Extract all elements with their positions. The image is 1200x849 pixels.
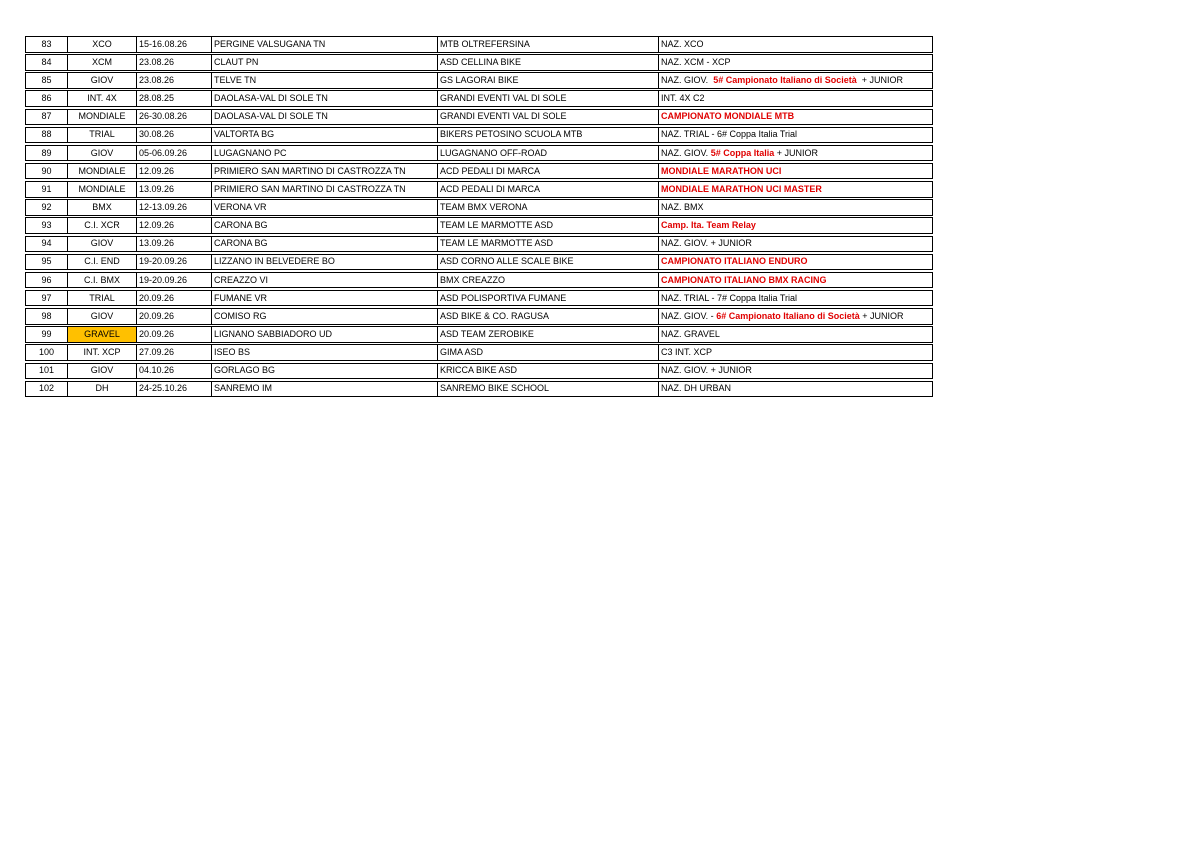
date-cell: 26-30.08.26 [137,110,212,125]
organizer-cell: ASD CORNO ALLE SCALE BIKE [438,255,659,270]
location-cell: TELVE TN [212,73,438,88]
category-text: NAZ. BMX [661,202,704,213]
category-cell [659,291,932,306]
discipline-cell: GIOV [68,237,137,252]
category-text: NAZ. GRAVEL [661,329,720,339]
table-row [25,109,933,126]
category-cell [659,91,932,106]
category-cell [659,37,932,52]
category-cell [659,327,932,342]
discipline-cell: MONDIALE [68,182,137,197]
date-cell: 15-16.08.26 [137,37,212,52]
organizer-cell: ASD BIKE & CO. RAGUSA [438,309,659,324]
category-highlight-text: MONDIALE MARATHON UCI [661,165,782,176]
calendar-table [25,36,933,399]
category-cell [659,73,932,88]
date-cell: 12-13.09.26 [137,200,212,215]
row-number-cell: 87 [26,110,68,125]
table-row [25,163,933,180]
date-cell: 20.09.26 [137,309,212,324]
category-cell [659,182,932,197]
row-number-cell: 99 [26,327,68,342]
category-cell [659,164,932,179]
organizer-cell: BMX CREAZZO [438,273,659,288]
location-cell: LIZZANO IN BELVEDERE BO [212,255,438,270]
row-number-cell: 88 [26,128,68,143]
location-cell: CREAZZO VI [212,273,438,288]
row-number-cell: 93 [26,218,68,233]
category-text: NAZ. GIOV. + JUNIOR [661,238,752,249]
row-number-cell: 95 [26,255,68,270]
organizer-cell: GS LAGORAI BIKE [438,73,659,88]
date-cell: 20.09.26 [137,327,212,342]
category-cell [659,309,932,324]
organizer-cell: SANREMO BIKE SCHOOL [438,382,659,397]
table-row [25,145,933,162]
table-row [25,181,933,198]
row-number-cell: 96 [26,273,68,288]
category-cell [659,128,932,143]
discipline-cell: INT. XCP [68,345,137,360]
organizer-cell: ACD PEDALI DI MARCA [438,182,659,197]
discipline-cell: C.I. XCR [68,218,137,233]
category-text: + JUNIOR [859,310,904,321]
location-cell: VALTORTA BG [212,128,438,143]
location-cell: VERONA VR [212,200,438,215]
date-cell: 23.08.26 [137,55,212,70]
location-cell: FUMANE VR [212,291,438,306]
discipline-cell: GIOV [68,146,137,161]
location-cell: ISEO BS [212,345,438,360]
discipline-cell: XCM [68,55,137,70]
table-row [25,326,933,343]
table-row [25,90,933,107]
organizer-cell: ACD PEDALI DI MARCA [438,164,659,179]
date-cell: 12.09.26 [137,218,212,233]
row-number-cell: 86 [26,91,68,106]
row-number-cell: 84 [26,55,68,70]
category-highlight-text: CAMPIONATO MONDIALE MTB [661,111,795,122]
date-cell: 05-06.09.26 [137,146,212,161]
location-cell: PRIMIERO SAN MARTINO DI CASTROZZA TN [212,182,438,197]
organizer-cell: BIKERS PETOSINO SCUOLA MTB [438,128,659,143]
table-row [25,236,933,253]
discipline-cell: MONDIALE [68,164,137,179]
discipline-cell: GRAVEL [68,327,137,342]
discipline-cell: MONDIALE [68,110,137,125]
table-row [25,344,933,361]
location-cell: PRIMIERO SAN MARTINO DI CASTROZZA TN [212,164,438,179]
organizer-cell: MTB OLTREFERSINA [438,37,659,52]
organizer-cell: GIMA ASD [438,345,659,360]
row-number-cell: 90 [26,164,68,179]
category-highlight-text: Camp. Ita. Team Relay [661,220,756,231]
row-number-cell: 85 [26,73,68,88]
category-text: + JUNIOR [774,147,818,158]
discipline-cell: GIOV [68,364,137,379]
row-number-cell: 101 [26,364,68,379]
category-cell [659,273,932,288]
category-text: NAZ. TRIAL - 7# Coppa Italia Trial [661,292,798,303]
organizer-cell: ASD TEAM ZEROBIKE [438,327,659,342]
category-highlight-text: 6# Campionato Italiano di Società [716,310,860,321]
location-cell: CLAUT PN [212,55,438,70]
row-number-cell: 89 [26,146,68,161]
date-cell: 28.08.25 [137,91,212,106]
date-cell: 27.09.26 [137,345,212,360]
discipline-cell: DH [68,382,137,397]
discipline-cell: TRIAL [68,128,137,143]
category-cell [659,200,932,215]
location-cell: LUGAGNANO PC [212,146,438,161]
category-text: NAZ. GIOV. + JUNIOR [661,365,752,376]
organizer-cell: LUGAGNANO OFF-ROAD [438,146,659,161]
category-highlight-text: CAMPIONATO ITALIANO BMX RACING [661,274,827,285]
row-number-cell: 91 [26,182,68,197]
category-cell [659,345,932,360]
organizer-cell: KRICCA BIKE ASD [438,364,659,379]
category-cell [659,110,932,125]
category-cell [659,55,932,70]
category-text: NAZ. GIOV. [661,75,714,86]
table-row [25,254,933,271]
organizer-cell: ASD CELLINA BIKE [438,55,659,70]
location-cell: PERGINE VALSUGANA TN [212,37,438,52]
category-text: NAZ. XCO [661,38,704,49]
date-cell: 24-25.10.26 [137,382,212,397]
row-number-cell: 102 [26,382,68,397]
table-row [25,199,933,216]
category-cell [659,218,932,233]
category-text: NAZ. DH URBAN [661,383,732,394]
discipline-cell: TRIAL [68,291,137,306]
category-text: INT. 4X C2 [661,93,705,104]
category-highlight-text: 5# Campionato Italiano di Società [713,75,857,86]
date-cell: 23.08.26 [137,73,212,88]
category-cell [659,237,932,252]
table-row [25,36,933,53]
location-cell: GORLAGO BG [212,364,438,379]
date-cell: 12.09.26 [137,164,212,179]
location-cell: LIGNANO SABBIADORO UD [212,327,438,342]
category-cell [659,255,932,270]
date-cell: 20.09.26 [137,291,212,306]
date-cell: 19-20.09.26 [137,255,212,270]
date-cell: 13.09.26 [137,182,212,197]
table-row [25,72,933,89]
category-cell [659,382,932,397]
discipline-cell: XCO [68,37,137,52]
table-row [25,308,933,325]
row-number-cell: 83 [26,37,68,52]
location-cell: CARONA BG [212,218,438,233]
table-row [25,217,933,234]
category-text: NAZ. GIOV. [661,147,711,158]
location-cell: SANREMO IM [212,382,438,397]
organizer-cell: ASD POLISPORTIVA FUMANE [438,291,659,306]
category-highlight-text: 5# Coppa Italia [710,147,775,158]
table-row [25,363,933,380]
category-text: NAZ. XCM - XCP [661,56,731,67]
row-number-cell: 98 [26,309,68,324]
category-highlight-text: CAMPIONATO ITALIANO ENDURO [661,256,808,267]
row-number-cell: 100 [26,345,68,360]
discipline-cell: C.I. END [68,255,137,270]
category-text: NAZ. GIOV. - [661,310,717,321]
category-text: NAZ. TRIAL - 6# Coppa Italia Trial [661,129,798,140]
location-cell: DAOLASA-VAL DI SOLE TN [212,91,438,106]
organizer-cell: GRANDI EVENTI VAL DI SOLE [438,91,659,106]
category-highlight-text: MONDIALE MARATHON UCI MASTER [661,183,822,194]
organizer-cell: TEAM BMX VERONA [438,200,659,215]
row-number-cell: 92 [26,200,68,215]
table-row [25,381,933,398]
table-row [25,127,933,144]
organizer-cell: TEAM LE MARMOTTE ASD [438,237,659,252]
date-cell: 30.08.26 [137,128,212,143]
discipline-cell: GIOV [68,73,137,88]
organizer-cell: TEAM LE MARMOTTE ASD [438,218,659,233]
table-row [25,290,933,307]
date-cell: 04.10.26 [137,364,212,379]
row-number-cell: 97 [26,291,68,306]
discipline-cell: GIOV [68,309,137,324]
category-cell [659,364,932,379]
location-cell: CARONA BG [212,237,438,252]
organizer-cell: GRANDI EVENTI VAL DI SOLE [438,110,659,125]
category-cell [659,146,932,161]
table-row [25,272,933,289]
date-cell: 13.09.26 [137,237,212,252]
discipline-cell: BMX [68,200,137,215]
date-cell: 19-20.09.26 [137,273,212,288]
table-row [25,54,933,71]
category-text: C3 INT. XCP [661,347,713,358]
discipline-cell: INT. 4X [68,91,137,106]
row-number-cell: 94 [26,237,68,252]
discipline-cell: C.I. BMX [68,273,137,288]
location-cell: DAOLASA-VAL DI SOLE TN [212,110,438,125]
location-cell: COMISO RG [212,309,438,324]
category-text: + JUNIOR [856,75,903,86]
